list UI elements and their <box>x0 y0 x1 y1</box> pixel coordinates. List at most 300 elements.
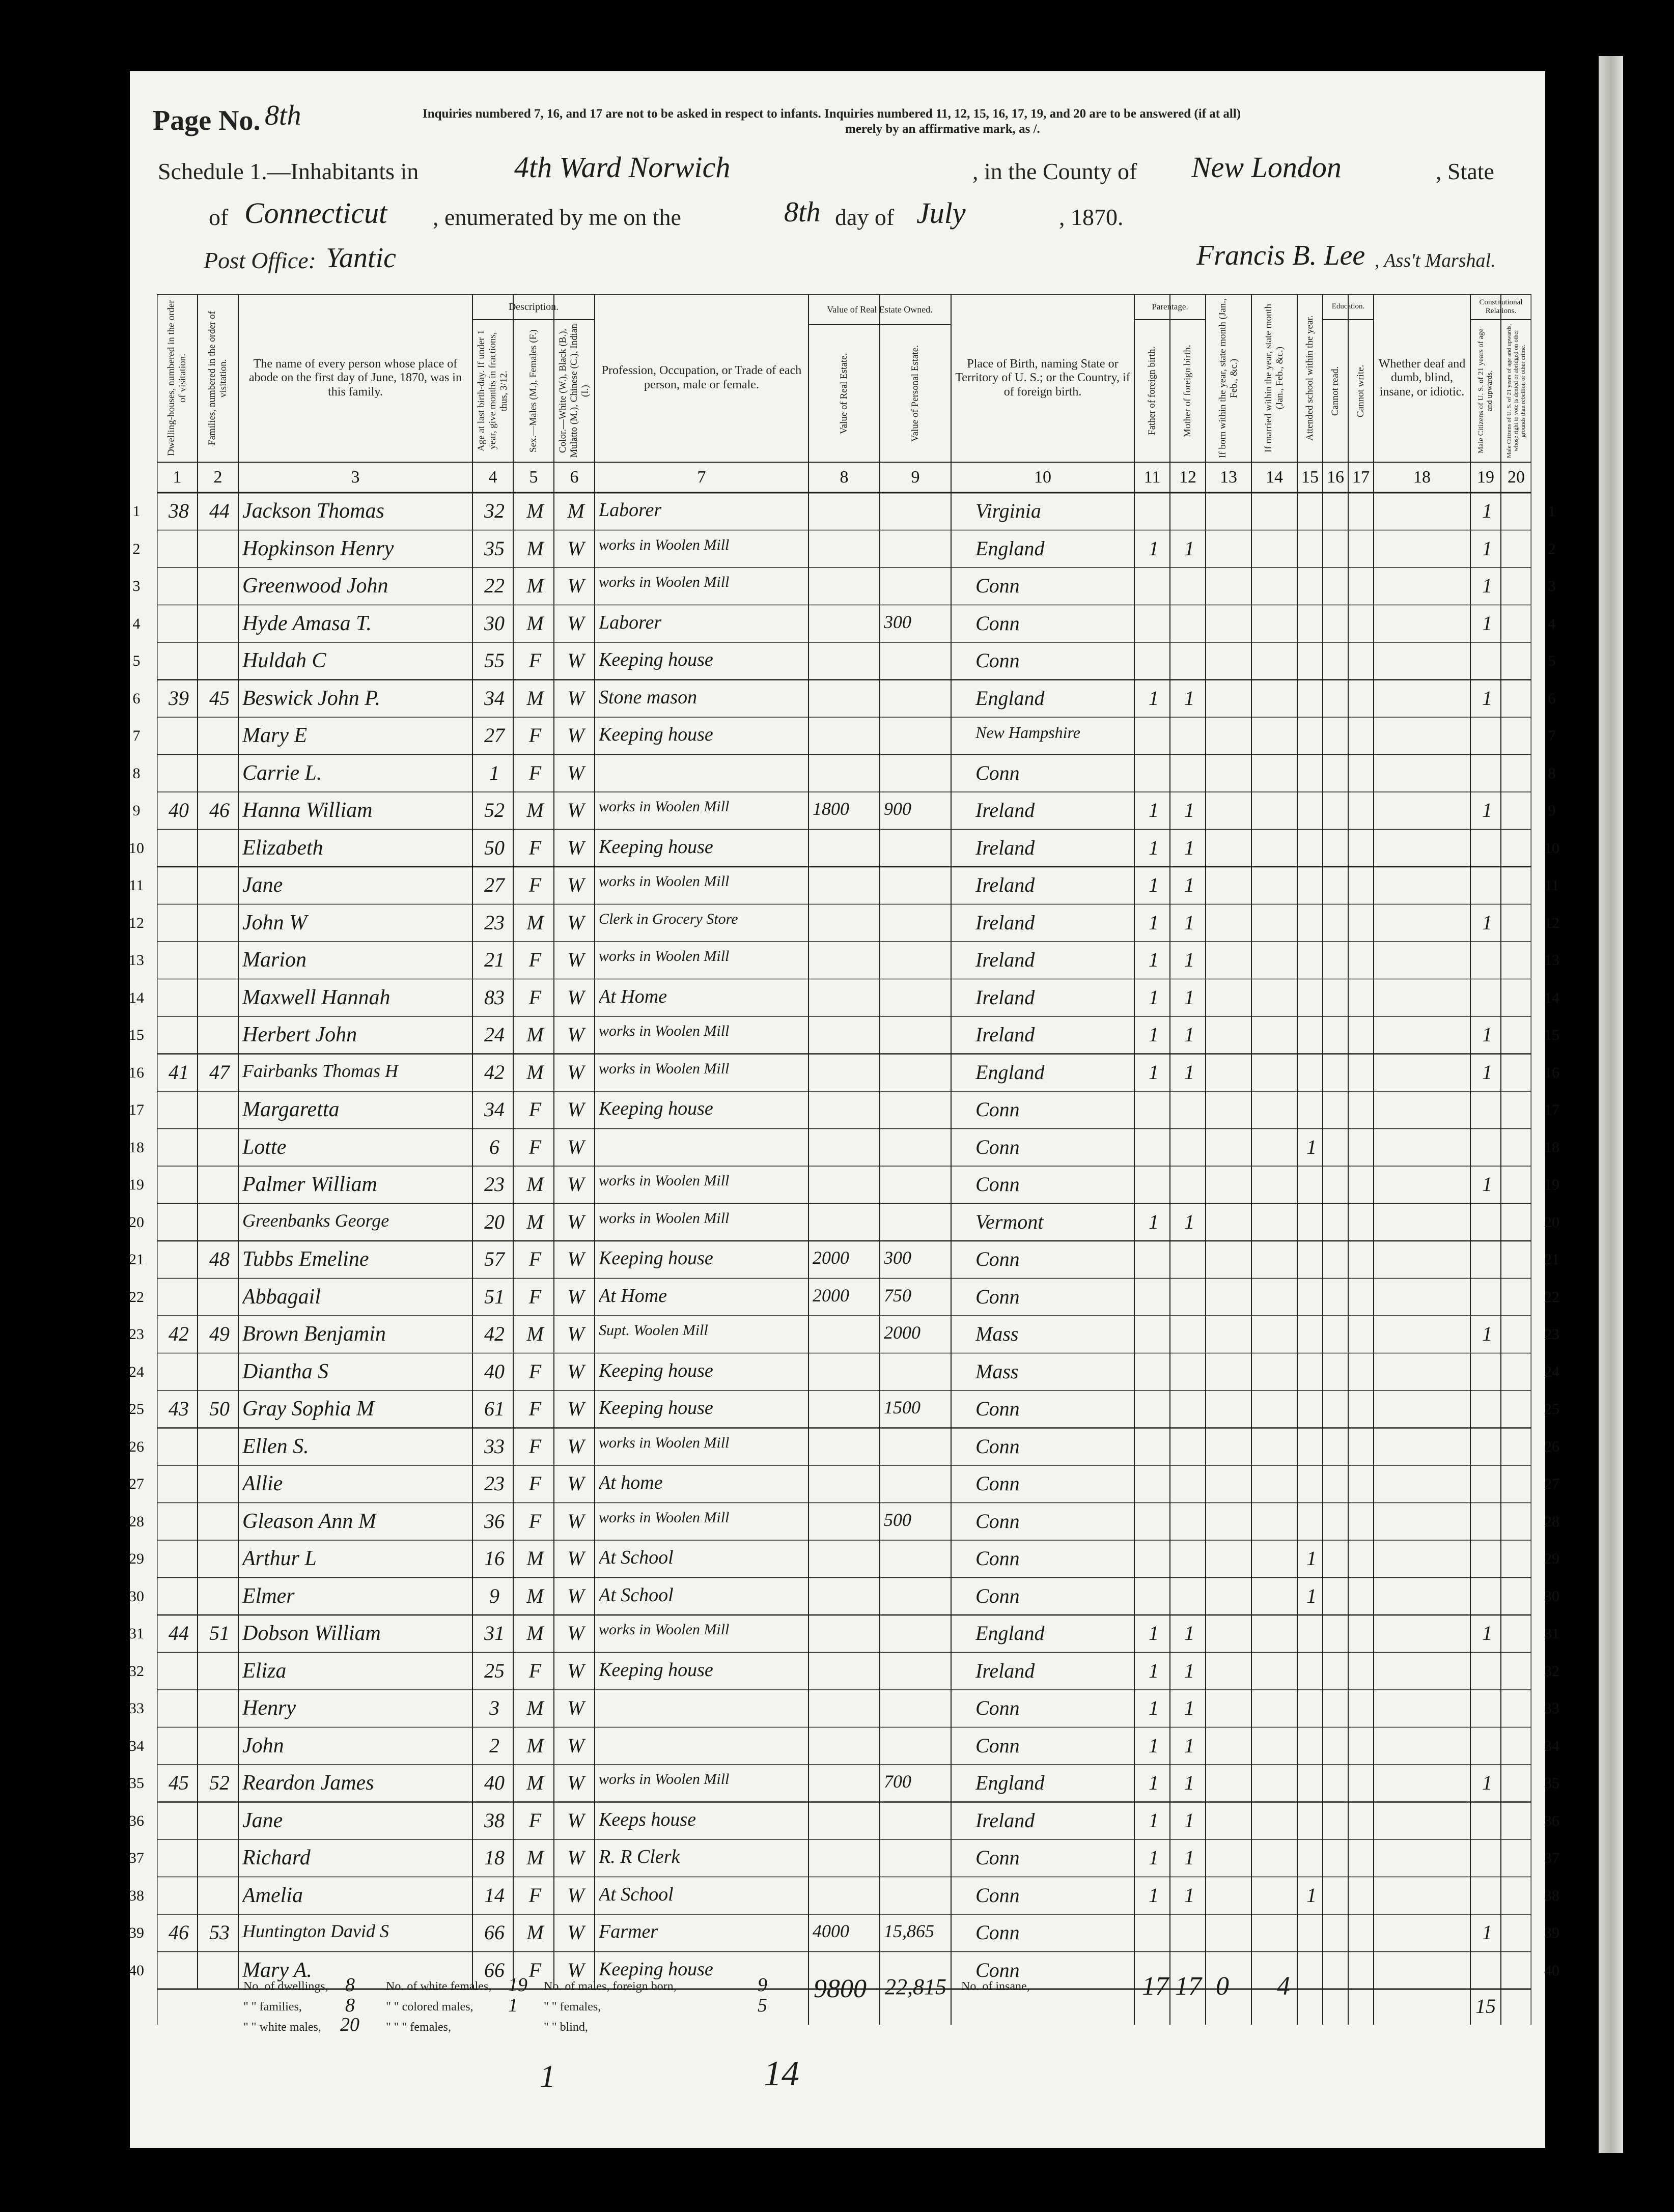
person-name: Hyde Amasa T. <box>242 611 372 635</box>
color: W <box>567 1434 584 1458</box>
color: W <box>567 1547 584 1570</box>
line-number-right: 34 <box>1544 1737 1559 1754</box>
person-name: Palmer William <box>242 1173 377 1196</box>
birthplace: Conn <box>975 1397 1020 1420</box>
mother-foreign: 1 <box>1184 1734 1194 1757</box>
birthplace: Ireland <box>975 873 1035 896</box>
personal-estate-value: 2000 <box>884 1322 920 1343</box>
age: 55 <box>484 649 505 672</box>
col11-total: 17 <box>1142 1972 1168 2001</box>
person-name: Tubbs Emeline <box>242 1247 369 1271</box>
white-males-count: 20 <box>340 2014 359 2035</box>
colored-males-count: 1 <box>508 1995 518 2016</box>
father-foreign: 1 <box>1149 1846 1159 1869</box>
birthplace: Ireland <box>975 1808 1035 1832</box>
occupation: works in Woolen Mill <box>599 1771 730 1788</box>
occupation: works in Woolen Mill <box>599 1023 730 1039</box>
col14-header: If married within the year, state month (Jan., Feb., &c.) <box>1263 303 1285 453</box>
occupation: R. R Clerk <box>599 1846 680 1867</box>
family-number: 44 <box>209 499 230 522</box>
line-number-right: 38 <box>1544 1887 1559 1904</box>
line-number-left: 11 <box>129 877 144 894</box>
occupation: works in Woolen Mill <box>599 798 730 815</box>
line-number-right: 39 <box>1544 1924 1559 1941</box>
color: W <box>567 1659 584 1682</box>
age: 24 <box>484 1023 505 1046</box>
line-number-right: 5 <box>1548 653 1556 669</box>
col4-header: Age at last birth-day. If under 1 year, give months in fractions, thus, 3/12. <box>476 330 509 452</box>
age: 6 <box>489 1135 499 1158</box>
column-number: 16 <box>1327 468 1344 487</box>
occupation: At Home <box>599 1285 667 1307</box>
male-citizen: 1 <box>1482 1622 1492 1644</box>
col1-header: Dwelling-houses, numbered in the order of visitation. <box>166 300 188 457</box>
line-number-left: 32 <box>129 1662 144 1680</box>
of-label: of <box>209 204 229 230</box>
age: 66 <box>484 1921 505 1944</box>
footer-mark-left: 1 <box>540 2059 555 2094</box>
dwellings-label: No. of dwellings, <box>243 1980 328 1993</box>
person-name: Maxwell Hannah <box>242 985 390 1009</box>
age: 66 <box>484 1958 505 1981</box>
birthplace: Conn <box>975 1509 1020 1533</box>
line-number-left: 26 <box>129 1438 144 1455</box>
census-year: , 1870. <box>1059 204 1124 230</box>
person-name: Henry <box>242 1696 296 1720</box>
line-number-right: 23 <box>1544 1326 1559 1343</box>
sex: M <box>526 1771 544 1794</box>
father-foreign: 1 <box>1149 911 1159 934</box>
col20-header: Male Citizens of U. S. of 21 years of age and upwards, whose right to vote is denied or abridged on other grounds than rebellion or other crime. <box>1505 324 1526 458</box>
person-name: Brown Benjamin <box>242 1322 386 1346</box>
person-name: Jane <box>242 873 283 897</box>
age: 50 <box>484 836 505 859</box>
state-name: Connecticut <box>244 196 387 230</box>
personal-estate-value: 1500 <box>884 1397 920 1417</box>
birthplace: Ireland <box>975 911 1035 934</box>
sex: F <box>528 1808 542 1832</box>
person-name: Margaretta <box>242 1098 340 1121</box>
age: 34 <box>484 1098 505 1121</box>
description-header: Description. <box>508 301 559 313</box>
age: 35 <box>484 536 505 560</box>
sex: M <box>526 1322 544 1345</box>
column-number: 9 <box>911 468 920 487</box>
line-number-left: 24 <box>129 1363 144 1380</box>
occupation: Farmer <box>599 1921 658 1942</box>
line-number-left: 37 <box>129 1850 144 1866</box>
father-foreign: 1 <box>1149 1808 1159 1832</box>
age: 42 <box>484 1322 505 1345</box>
col17-header: Cannot write. <box>1355 364 1366 417</box>
blind-label: " " blind, <box>544 2021 588 2034</box>
color: W <box>567 799 584 821</box>
footer-mark-mid: 14 <box>764 2054 799 2093</box>
line-number-right: 36 <box>1544 1812 1559 1829</box>
birthplace: Conn <box>975 1285 1020 1308</box>
person-name: Mary A. <box>242 1958 312 1982</box>
birthplace: Conn <box>975 1734 1020 1757</box>
sex: M <box>526 799 544 821</box>
person-name: Greenwood John <box>242 574 388 598</box>
person-name: Ellen S. <box>242 1434 309 1458</box>
col11-header: Father of foreign birth. <box>1147 346 1158 436</box>
dwelling-number: 42 <box>169 1322 189 1345</box>
adjacent-page-edge <box>1599 56 1623 2153</box>
person-name: Elmer <box>242 1584 295 1608</box>
line-number-right: 37 <box>1544 1850 1559 1866</box>
age: 83 <box>484 985 505 1009</box>
line-number-left: 3 <box>132 578 141 594</box>
age: 3 <box>489 1696 499 1719</box>
column-number: 18 <box>1413 468 1431 487</box>
sex: F <box>528 1509 542 1533</box>
birthplace: New Hampshire <box>975 723 1080 742</box>
family-number: 47 <box>209 1060 230 1084</box>
column-number: 15 <box>1301 468 1319 487</box>
inquiries-note-2: merely by an affirmative mark, as /. <box>845 122 1040 136</box>
age: 32 <box>484 499 505 522</box>
male-citizen: 1 <box>1482 1322 1492 1345</box>
occupation: works in Woolen Mill <box>599 1509 730 1526</box>
place-name: 4th Ward Norwich <box>514 151 731 184</box>
occupation: Keeping house <box>599 1397 713 1419</box>
male-citizen: 1 <box>1482 499 1492 522</box>
age: 31 <box>484 1622 505 1644</box>
occupation: Keeping house <box>599 1098 713 1119</box>
age: 27 <box>484 724 505 747</box>
line-number-right: 8 <box>1548 764 1556 782</box>
line-number-right: 14 <box>1544 989 1559 1006</box>
sex: F <box>528 836 542 859</box>
sex: M <box>526 911 544 934</box>
dwelling-number: 46 <box>169 1921 189 1944</box>
age: 23 <box>484 1173 505 1196</box>
line-number-right: 35 <box>1544 1775 1559 1792</box>
occupation: Keeping house <box>599 1247 713 1269</box>
col19-header: Male Citizens of U. S. of 21 years of age and upwards. <box>1476 328 1494 453</box>
father-foreign: 1 <box>1149 985 1159 1009</box>
dwelling-number: 45 <box>169 1771 189 1794</box>
birthplace: Virginia <box>975 499 1041 522</box>
family-number: 49 <box>209 1322 230 1345</box>
color: W <box>567 1322 584 1345</box>
line-number-right: 9 <box>1548 802 1556 819</box>
birthplace: Conn <box>975 649 1020 672</box>
line-number-left: 28 <box>129 1513 144 1530</box>
marshal-label: , Ass't Marshal. <box>1375 250 1496 271</box>
person-name: Diantha S <box>242 1359 329 1383</box>
color: W <box>567 985 584 1009</box>
age: 40 <box>484 1771 505 1794</box>
color: W <box>567 649 584 672</box>
sex: F <box>528 873 542 896</box>
father-foreign: 1 <box>1149 1659 1159 1682</box>
birthplace: Conn <box>975 761 1020 784</box>
occupation: Laborer <box>599 611 662 633</box>
person-name: Hopkinson Henry <box>242 536 394 560</box>
attended-school: 1 <box>1306 1883 1317 1907</box>
birthplace: England <box>975 1060 1045 1084</box>
family-number: 45 <box>209 686 230 710</box>
dwelling-number: 40 <box>169 799 189 821</box>
col8-header: Value of Real Estate. <box>839 353 850 434</box>
foreign-females-label: " " females, <box>544 2000 601 2014</box>
age: 25 <box>484 1659 505 1682</box>
color: W <box>567 1696 584 1719</box>
age: 34 <box>484 686 505 710</box>
family-number: 51 <box>209 1622 230 1644</box>
enumerated-label: , enumerated by me on the <box>433 204 681 230</box>
line-number-right: 24 <box>1544 1363 1559 1380</box>
foreign-males-count: 9 <box>758 1974 767 1996</box>
age: 18 <box>484 1846 505 1869</box>
sex: M <box>526 499 544 522</box>
color: W <box>567 911 584 934</box>
person-name: Huntington David S <box>242 1921 389 1941</box>
person-name: Dobson William <box>242 1622 381 1645</box>
birthplace: Conn <box>975 1472 1020 1495</box>
person-name: Mary E <box>242 724 308 747</box>
birthplace: Mass <box>975 1359 1019 1383</box>
male-citizen: 1 <box>1482 799 1492 821</box>
column-number: 4 <box>488 468 497 487</box>
schedule-label: Schedule 1.—Inhabitants in <box>158 158 419 184</box>
occupation: works in Woolen Mill <box>599 1172 730 1189</box>
age: 51 <box>484 1285 505 1308</box>
mother-foreign: 1 <box>1184 1846 1194 1869</box>
sex: M <box>526 1060 544 1084</box>
line-number-right: 16 <box>1544 1064 1559 1081</box>
line-number-right: 6 <box>1548 690 1556 707</box>
col16-header: Cannot read. <box>1330 366 1341 416</box>
line-number-left: 36 <box>129 1812 144 1829</box>
occupation: works in Woolen Mill <box>599 1209 730 1227</box>
line-number-left: 8 <box>132 764 141 782</box>
column-number: 5 <box>529 468 538 487</box>
father-foreign: 1 <box>1149 1734 1159 1757</box>
age: 21 <box>484 948 505 971</box>
color: W <box>567 1509 584 1533</box>
column-number: 6 <box>570 468 579 487</box>
age: 61 <box>484 1397 505 1420</box>
sex: M <box>526 611 544 635</box>
line-number-left: 39 <box>129 1924 144 1941</box>
person-name: Eliza <box>242 1659 287 1683</box>
line-number-right: 1 <box>1548 503 1556 520</box>
color: W <box>567 1060 584 1084</box>
sex: M <box>526 1584 544 1607</box>
age: 9 <box>489 1584 499 1607</box>
mother-foreign: 1 <box>1184 948 1194 971</box>
age: 27 <box>484 873 505 896</box>
line-number-left: 35 <box>129 1775 144 1792</box>
page-label: Page No. <box>153 105 261 136</box>
sex: F <box>528 1247 542 1270</box>
families-label: " " families, <box>243 2000 302 2014</box>
father-foreign: 1 <box>1149 1023 1159 1046</box>
line-number-left: 18 <box>129 1139 144 1156</box>
male-citizen: 1 <box>1482 574 1492 597</box>
age: 52 <box>484 799 505 821</box>
mother-foreign: 1 <box>1184 1883 1194 1907</box>
occupation: At Home <box>599 985 667 1007</box>
foreign-females-count: 5 <box>758 1995 767 2016</box>
line-number-right: 18 <box>1544 1139 1559 1156</box>
occupation: works in Woolen Mill <box>599 873 730 890</box>
color: W <box>567 1883 584 1907</box>
sex: M <box>526 1696 544 1719</box>
color: W <box>567 536 584 560</box>
col15-total: 4 <box>1277 1972 1290 2001</box>
line-number-left: 22 <box>129 1288 144 1306</box>
age: 42 <box>484 1060 505 1084</box>
line-number-right: 2 <box>1548 540 1556 557</box>
birthplace: Conn <box>975 1547 1020 1570</box>
line-number-left: 21 <box>129 1251 144 1268</box>
line-number-left: 10 <box>129 839 144 857</box>
person-name: John W <box>242 911 308 934</box>
father-foreign: 1 <box>1149 686 1159 710</box>
male-citizen: 1 <box>1482 1173 1492 1196</box>
sex: M <box>526 1846 544 1869</box>
personal-estate-value: 700 <box>884 1771 911 1792</box>
male-citizen: 1 <box>1482 1060 1492 1084</box>
line-number-left: 31 <box>129 1625 144 1642</box>
line-number-left: 27 <box>129 1476 144 1492</box>
line-number-left: 13 <box>129 952 144 969</box>
column-number: 2 <box>213 468 222 487</box>
color: W <box>567 1472 584 1495</box>
occupation: At School <box>599 1584 674 1606</box>
line-number-left: 40 <box>129 1962 144 1979</box>
person-name: Arthur L <box>242 1547 317 1570</box>
line-number-right: 11 <box>1544 877 1559 894</box>
sex: M <box>526 536 544 560</box>
occupation: Supt. Woolen Mill <box>599 1322 708 1339</box>
color: W <box>567 1622 584 1644</box>
sex: M <box>526 1210 544 1233</box>
age: 16 <box>484 1547 505 1570</box>
birthplace: Conn <box>975 1434 1020 1458</box>
line-number-left: 15 <box>129 1027 144 1043</box>
white-males-label: " " white males, <box>243 2021 321 2034</box>
col13-total: 0 <box>1216 1972 1229 2001</box>
occupation: works in Woolen Mill <box>599 1434 730 1451</box>
person-name: Elizabeth <box>242 836 323 860</box>
sex: M <box>526 1547 544 1570</box>
constitutional-header: Constitutional Relations. <box>1479 298 1523 315</box>
sex: F <box>528 1359 542 1383</box>
mother-foreign: 1 <box>1184 799 1194 821</box>
line-number-right: 13 <box>1544 952 1559 969</box>
value-header: Value of Real Estate Owned. <box>827 304 933 315</box>
person-name: Herbert John <box>242 1023 357 1046</box>
real-estate-value: 4000 <box>813 1921 849 1941</box>
sex: F <box>528 1958 542 1981</box>
birthplace: Ireland <box>975 1023 1035 1046</box>
line-number-left: 20 <box>129 1213 144 1231</box>
day-of-label: day of <box>835 204 895 230</box>
line-number-right: 25 <box>1544 1401 1559 1417</box>
color: W <box>567 836 584 859</box>
column-number: 7 <box>697 468 706 487</box>
column-number: 17 <box>1352 468 1370 487</box>
column-number: 12 <box>1179 468 1196 487</box>
birthplace: Conn <box>975 1846 1020 1869</box>
dwelling-number: 38 <box>169 499 189 522</box>
sex: F <box>528 1135 542 1158</box>
mother-foreign: 1 <box>1184 686 1194 710</box>
birthplace: England <box>975 1771 1045 1794</box>
sex: F <box>528 1397 542 1420</box>
color: W <box>567 1808 584 1832</box>
occupation: works in Woolen Mill <box>599 574 730 590</box>
line-number-right: 30 <box>1544 1587 1559 1605</box>
line-number-right: 17 <box>1544 1101 1559 1118</box>
occupation: Keeps house <box>599 1808 696 1830</box>
sex: F <box>528 985 542 1009</box>
attended-school: 1 <box>1306 1547 1317 1570</box>
person-name: Gray Sophia M <box>242 1397 374 1421</box>
father-foreign: 1 <box>1149 1696 1159 1719</box>
column-number: 20 <box>1508 468 1525 487</box>
white-females-label: No. of white females, <box>386 1980 492 1993</box>
person-name: Fairbanks Thomas H <box>242 1060 399 1081</box>
mother-foreign: 1 <box>1184 1023 1194 1046</box>
line-number-left: 30 <box>129 1587 144 1605</box>
person-name: Jane <box>242 1808 283 1832</box>
birthplace: Ireland <box>975 1659 1035 1682</box>
colored-females-label: " " " females, <box>386 2021 452 2034</box>
line-number-right: 21 <box>1544 1251 1559 1268</box>
column-number: 14 <box>1266 468 1283 487</box>
birthplace: Conn <box>975 1883 1020 1907</box>
column-number: 8 <box>840 468 849 487</box>
col15-header: Attended school within the year. <box>1304 315 1316 441</box>
male-citizen: 1 <box>1482 686 1492 710</box>
post-office: Yantic <box>326 242 396 274</box>
real-estate-value: 2000 <box>813 1285 849 1306</box>
birthplace: Conn <box>975 1247 1020 1270</box>
color: W <box>567 873 584 896</box>
line-number-right: 10 <box>1544 839 1559 857</box>
male-citizen: 1 <box>1482 536 1492 560</box>
line-number-left: 12 <box>129 914 144 931</box>
color: W <box>567 761 584 784</box>
line-number-right: 19 <box>1544 1176 1559 1193</box>
family-number: 46 <box>209 799 230 821</box>
sex: F <box>528 948 542 971</box>
age: 22 <box>484 574 505 597</box>
color: W <box>567 611 584 635</box>
dwelling-number: 44 <box>169 1622 189 1644</box>
personal-estate-value: 300 <box>884 611 911 632</box>
mother-foreign: 1 <box>1184 911 1194 934</box>
birthplace: Mass <box>975 1322 1019 1345</box>
white-females-count: 19 <box>508 1974 527 1996</box>
occupation: Keeping house <box>599 1359 713 1381</box>
enumeration-day: 8th <box>784 196 821 228</box>
color: W <box>567 948 584 971</box>
education-header: Education. <box>1331 302 1365 311</box>
line-number-left: 7 <box>132 727 141 744</box>
person-name: Jackson Thomas <box>242 499 384 523</box>
line-number-left: 2 <box>132 540 141 557</box>
birthplace: Conn <box>975 1173 1020 1196</box>
birthplace: England <box>975 536 1045 560</box>
foreign-males-label: No. of males, foreign born, <box>544 1980 677 1993</box>
